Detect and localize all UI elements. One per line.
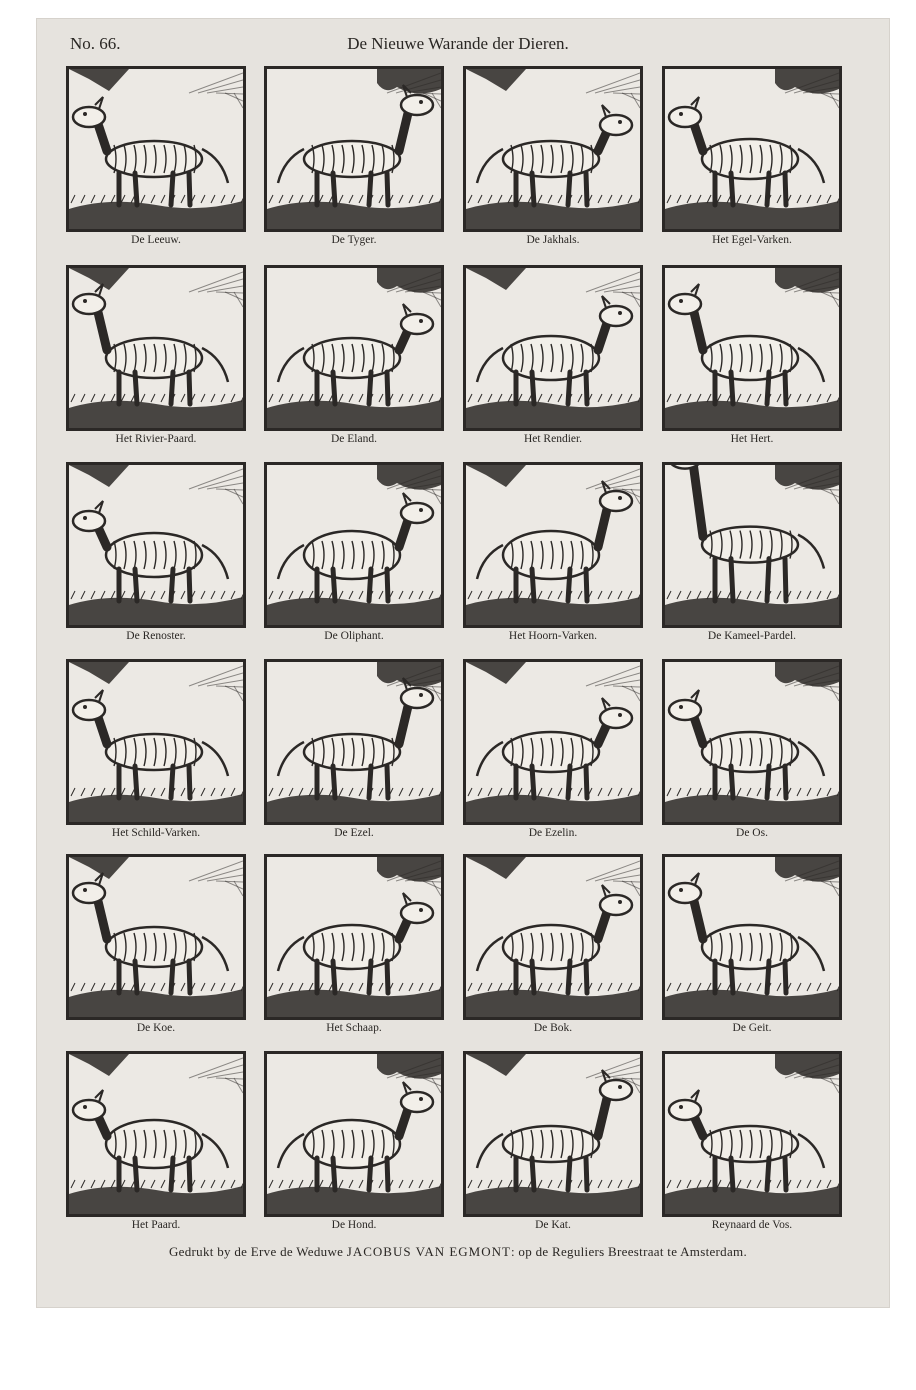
- sheep-woodcut-icon: [264, 854, 444, 1020]
- cow-woodcut-icon: [66, 854, 246, 1020]
- rhinoceros-woodcut-icon: [66, 462, 246, 628]
- woodcut-panel: [662, 265, 844, 445]
- dog-woodcut-icon: [264, 1051, 444, 1217]
- fox-woodcut-icon: [662, 1051, 842, 1217]
- woodcut-caption: De Os.: [736, 827, 768, 839]
- elephant-woodcut-icon: [264, 462, 444, 628]
- woodcut-panel: [66, 462, 248, 642]
- woodcut-panel: [264, 66, 446, 246]
- reindeer-woodcut-icon: [463, 265, 643, 431]
- woodcut-caption: De Eland.: [331, 433, 377, 445]
- woodcut-panel: [264, 854, 446, 1034]
- woodcut-grid: [66, 66, 856, 1236]
- deer-woodcut-icon: [662, 265, 842, 431]
- woodcut-caption: De Bok.: [533, 1022, 573, 1034]
- woodcut-caption: De Leeuw.: [131, 234, 181, 246]
- woodcut-caption: De Oliphant.: [324, 630, 384, 642]
- woodcut-panel: [662, 1051, 844, 1231]
- woodcut-caption: Het Schaap.: [326, 1022, 382, 1034]
- imprint-printer-name: JACOBUS VAN EGMONT: [346, 1244, 511, 1259]
- woodcut-caption: De Ezel.: [334, 827, 374, 839]
- woodcut-panel: [662, 659, 844, 839]
- woodcut-caption: De Kat.: [535, 1219, 571, 1231]
- imprint-prefix: Gedrukt by de Erve de Weduwe: [168, 1244, 347, 1259]
- woodcut-panel: [264, 265, 446, 445]
- woodcut-caption: Het Schild-Varken.: [111, 827, 201, 839]
- woodcut-panel: [463, 265, 645, 445]
- jackal-woodcut-icon: [463, 66, 643, 232]
- tiger-woodcut-icon: [264, 66, 444, 232]
- hippopotamus-woodcut-icon: [66, 265, 246, 431]
- woodcut-panel: [463, 854, 645, 1034]
- woodcut-caption: De Jakhals.: [526, 234, 580, 246]
- she-donkey-woodcut-icon: [463, 659, 643, 825]
- ox-woodcut-icon: [662, 659, 842, 825]
- woodcut-panel: [463, 659, 645, 839]
- armadillo-woodcut-icon: [66, 659, 246, 825]
- woodcut-panel: [264, 1051, 446, 1231]
- woodcut-caption: Het Hert.: [730, 433, 774, 445]
- woodcut-caption: De Koe.: [136, 1022, 176, 1034]
- woodcut-panel: [662, 66, 844, 246]
- porcupine-woodcut-icon: [662, 66, 842, 232]
- woodcut-panel: [463, 1051, 645, 1231]
- woodcut-panel: [662, 462, 844, 642]
- woodcut-caption: De Renoster.: [126, 630, 186, 642]
- woodcut-caption: De Kameel-Pardel.: [707, 630, 797, 642]
- woodcut-caption: Reynaard de Vos.: [711, 1219, 793, 1231]
- elk-woodcut-icon: [264, 265, 444, 431]
- woodcut-panel: [662, 854, 844, 1034]
- woodcut-panel: [66, 1051, 248, 1231]
- woodcut-caption: Het Hoorn-Varken.: [508, 630, 598, 642]
- hyena-woodcut-icon: [463, 462, 643, 628]
- woodcut-panel: [264, 659, 446, 839]
- imprint-suffix: : op de Reguliers Breestraat te Amsterdam.: [510, 1244, 748, 1259]
- goat-woodcut-icon: [662, 854, 842, 1020]
- woodcut-panel: [66, 854, 248, 1034]
- woodcut-panel: [66, 265, 248, 445]
- donkey-woodcut-icon: [264, 659, 444, 825]
- woodcut-caption: De Ezelin.: [528, 827, 578, 839]
- woodcut-caption: Het Egel-Varken.: [712, 234, 792, 246]
- woodcut-panel: [463, 462, 645, 642]
- woodcut-caption: Het Paard.: [131, 1219, 181, 1231]
- horse-woodcut-icon: [66, 1051, 246, 1217]
- imprint-line: [0, 1244, 916, 1260]
- woodcut-panel: [66, 659, 248, 839]
- page-number: No. 66.: [70, 34, 121, 53]
- giraffe-woodcut-icon: [662, 462, 842, 628]
- lion-woodcut-icon: [66, 66, 246, 232]
- cat-woodcut-icon: [463, 1051, 643, 1217]
- woodcut-panel: [463, 66, 645, 246]
- woodcut-caption: De Hond.: [331, 1219, 377, 1231]
- woodcut-panel: [264, 462, 446, 642]
- page-title: De Nieuwe Warande der Dieren.: [347, 34, 569, 53]
- woodcut-caption: Het Rendier.: [523, 433, 583, 445]
- woodcut-caption: De Geit.: [732, 1022, 772, 1034]
- woodcut-panel: [66, 66, 248, 246]
- woodcut-caption: Het Rivier-Paard.: [115, 433, 197, 445]
- woodcut-caption: De Tyger.: [331, 234, 377, 246]
- billy-goat-woodcut-icon: [463, 854, 643, 1020]
